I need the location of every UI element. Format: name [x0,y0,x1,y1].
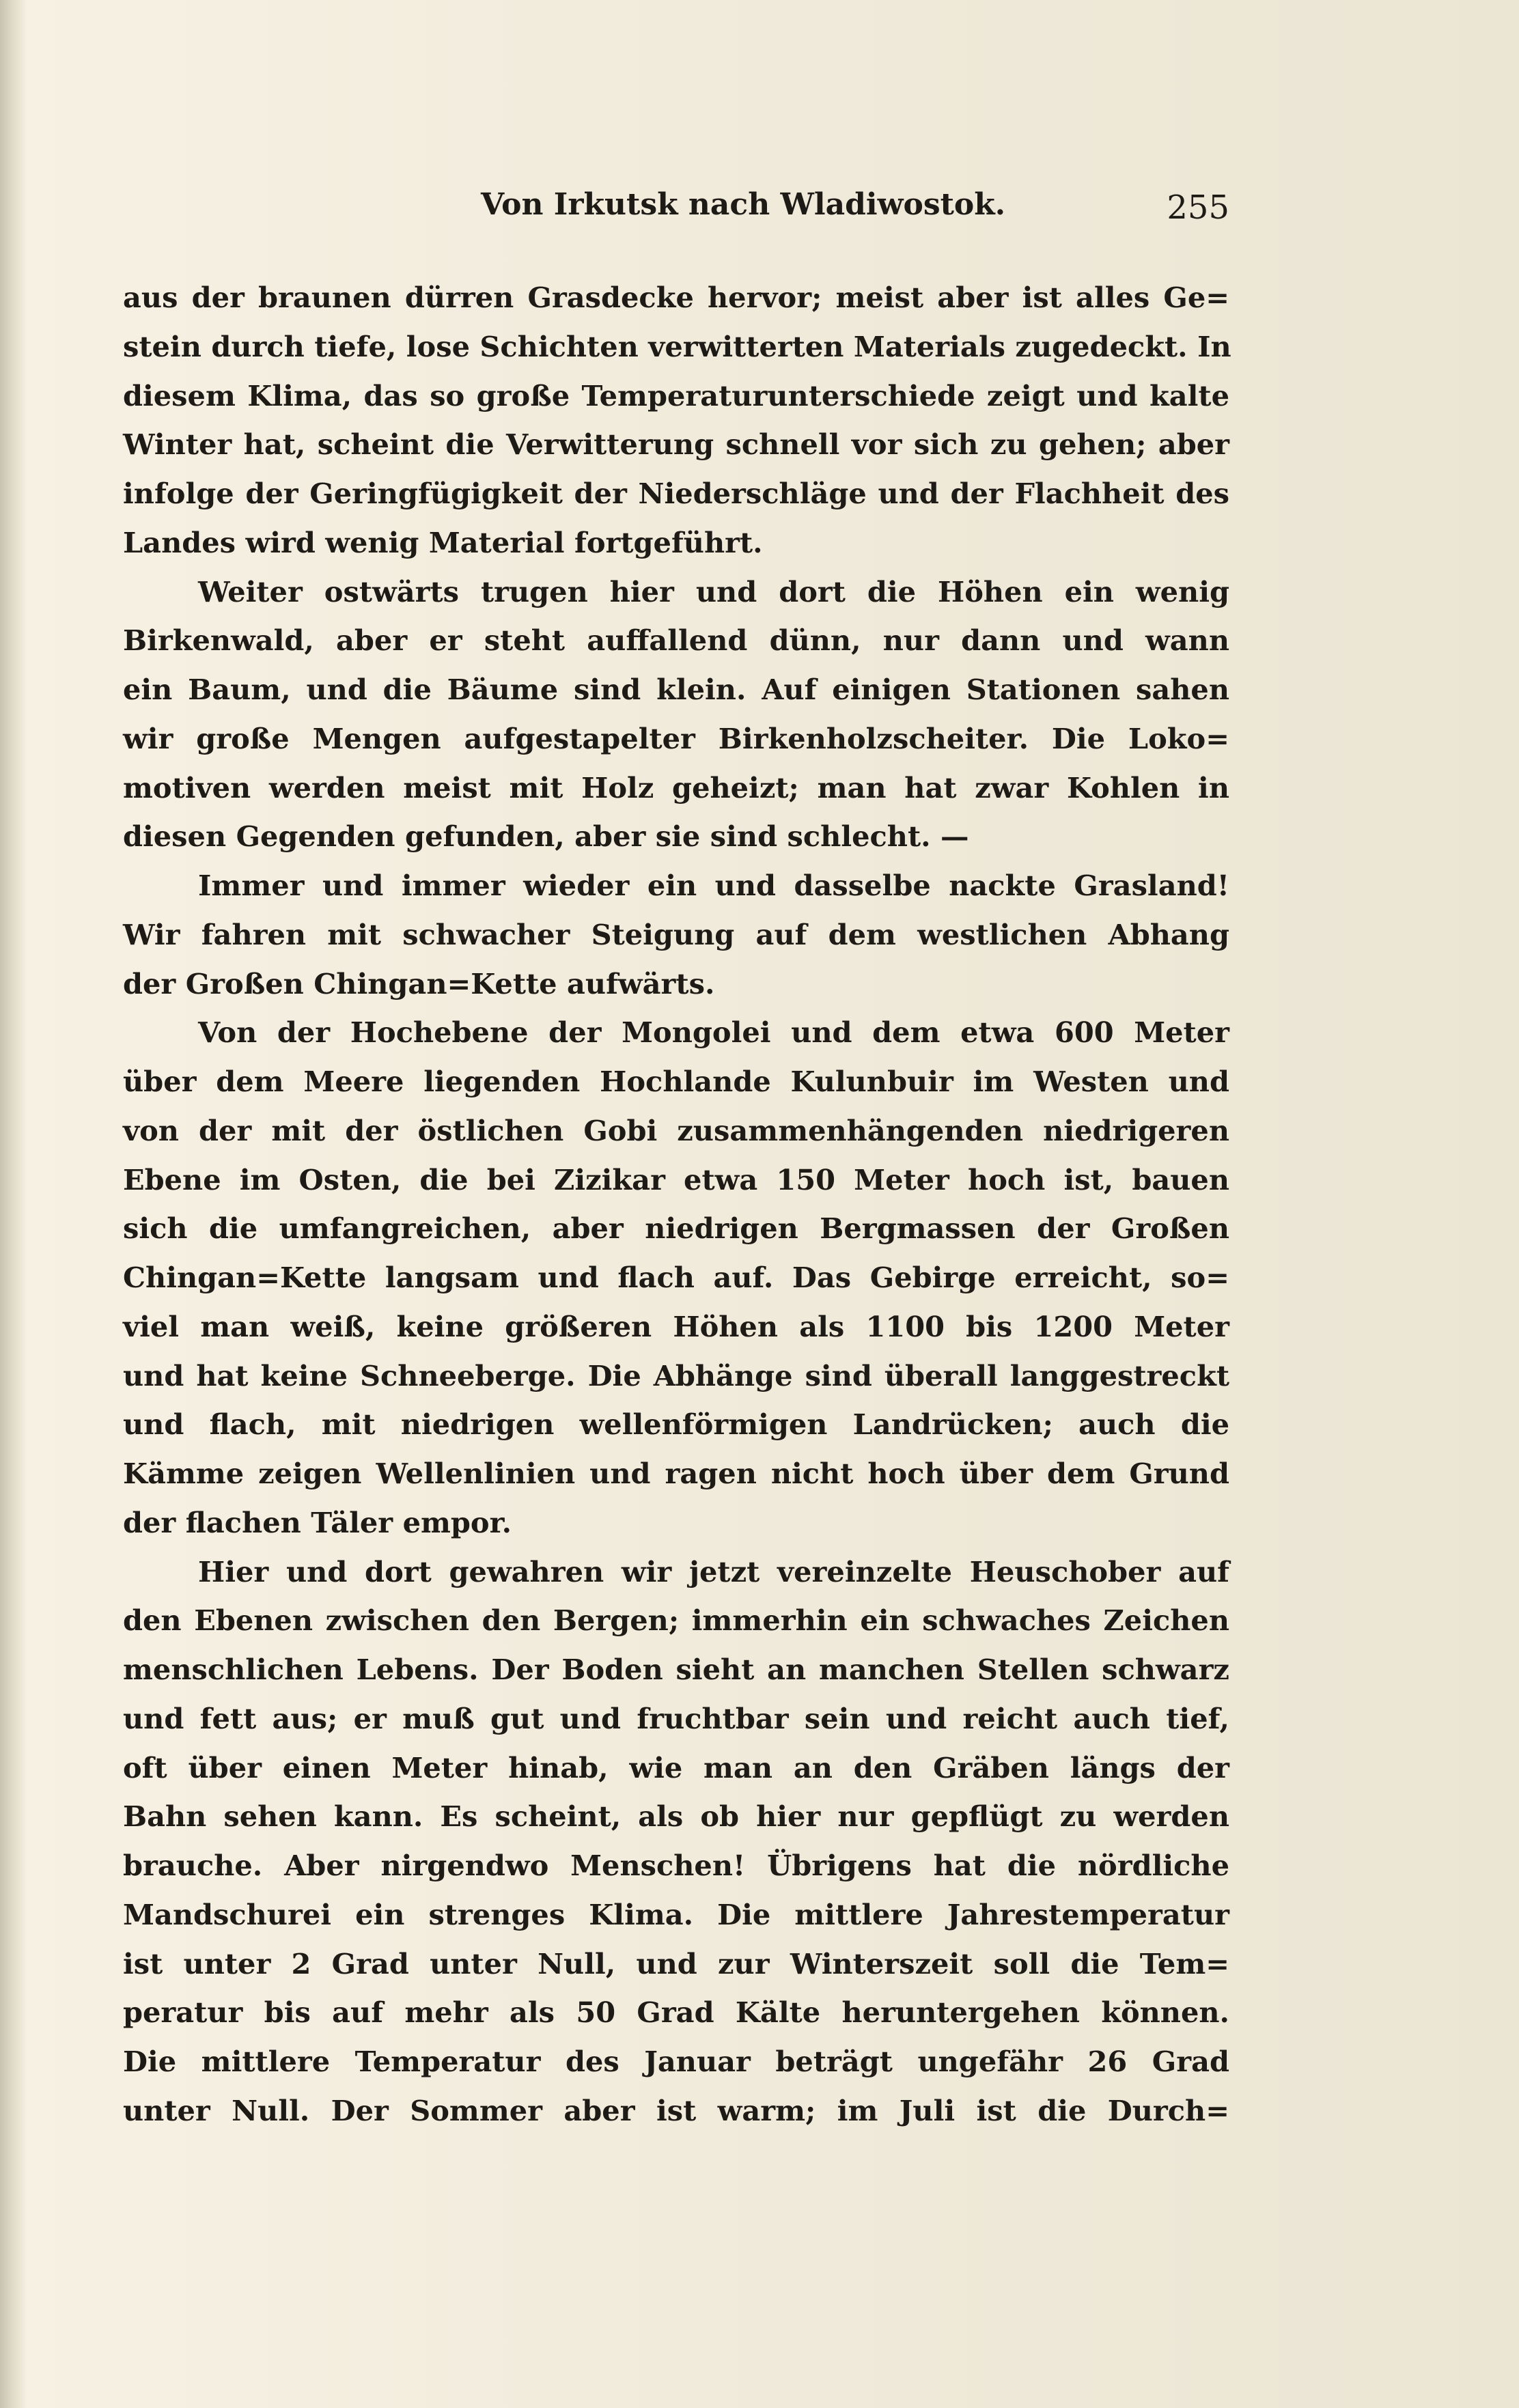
text-line: und hat keine Schneeberge. Die Abhänge sind überall langgestreckt [123,1358,1229,1392]
text-line: Von der Hochebene der Mongolei und dem etwa 600 Meter [198,1016,1229,1050]
text-line: der flachen Täler empor. [123,1505,512,1539]
text-line: ist unter 2 Grad unter Null, und zur Winterszeit soll die Tem= [123,1946,1229,1980]
page-header [123,183,1229,238]
text-line: diesen Gegenden gefunden, aber sie sind schlecht. — [123,820,969,854]
text-line: brauche. Aber nirgendwo Menschen! Übrigens hat die nördliche [123,1849,1229,1882]
text-line: motiven werden meist mit Holz geheizt; man hat zwar Kohlen in [123,770,1229,804]
text-line: Winter hat, scheint die Verwitterung schnell vor sich zu gehen; aber [123,428,1229,462]
text-line: Weiter ostwärts trugen hier und dort die Höhen ein wenig [198,574,1229,608]
text-line: sich die umfangreichen, aber niedrigen Bergmassen der Großen [123,1212,1229,1246]
text-line: über dem Meere liegenden Hochlande Kulunbuir im Westen und [123,1065,1229,1098]
text-line: von der mit der östlichen Gobi zusammenhängenden niedrigeren [123,1113,1229,1147]
text-line: Landes wird wenig Material fortgeführt. [123,525,763,559]
text-line: Wir fahren mit schwacher Steigung auf dem westlichen Abhang [123,917,1229,951]
text-line: viel man weiß, keine größeren Höhen als 1100 bis 1200 Meter [123,1309,1229,1343]
text-line: den Ebenen zwischen den Bergen; immerhin ein schwaches Zeichen [123,1604,1229,1638]
text-line: wir große Mengen aufgestapelter Birkenholzscheiter. Die Loko= [123,721,1229,755]
text-line: Mandschurei ein strenges Klima. Die mittlere Jahrestemperatur [123,1897,1229,1931]
text-line: oft über einen Meter hinab, wie man an den Gräben längs der [123,1750,1229,1784]
text-line: Immer und immer wieder ein und dasselbe nackte Grasland! [198,869,1229,902]
text-line: Birkenwald, aber er steht auffallend dünn, nur dann und wann [123,624,1229,658]
text-line: und flach, mit niedrigen wellenförmigen Landrücken; auch die [123,1408,1229,1442]
body-text [123,273,1229,2136]
running-head: Von Irkutsk nach Wladiwostok. [481,187,1006,222]
text-line: Chingan=Kette langsam und flach auf. Das Gebirge erreicht, so= [123,1261,1229,1294]
text-line: diesem Klima, das so große Temperaturunterschiede zeigt und kalte [123,378,1229,412]
text-line: menschlichen Lebens. Der Boden sieht an manchen Stellen schwarz [123,1653,1229,1686]
text-line: Ebene im Osten, die bei Zizikar etwa 150 Meter hoch ist, bauen [123,1162,1229,1196]
text-line: unter Null. Der Sommer aber ist warm; im Juli ist die Durch= [123,2093,1229,2127]
text-line: ein Baum, und die Bäume sind klein. Auf einigen Stationen sahen [123,673,1229,706]
text-line: peratur bis auf mehr als 50 Grad Kälte heruntergehen können. [123,1996,1229,2030]
text-line: Bahn sehen kann. Es scheint, als ob hier nur gepflügt zu werden [123,1800,1229,1834]
text-line: Hier und dort gewahren wir jetzt vereinzelte Heuschober auf [198,1554,1229,1588]
text-line: stein durch tiefe, lose Schichten verwitterten Materials zugedeckt. In [123,329,1231,363]
text-line: Kämme zeigen Wellenlinien und ragen nicht hoch über dem Grund [123,1457,1229,1490]
page-number: 255 [1167,188,1229,227]
text-line: Die mittlere Temperatur des Januar beträgt ungefähr 26 Grad [123,2045,1229,2078]
text-line: infolge der Geringfügigkeit der Niederschläge und der Flachheit des [123,477,1229,510]
text-line: aus der braunen dürren Grasdecke hervor; meist aber ist alles Ge= [123,281,1229,314]
text-line: und fett aus; er muß gut und fruchtbar sein und reicht auch tief, [123,1701,1229,1735]
text-line: der Großen Chingan=Kette aufwärts. [123,966,715,1000]
spine-shadow [0,0,27,2408]
